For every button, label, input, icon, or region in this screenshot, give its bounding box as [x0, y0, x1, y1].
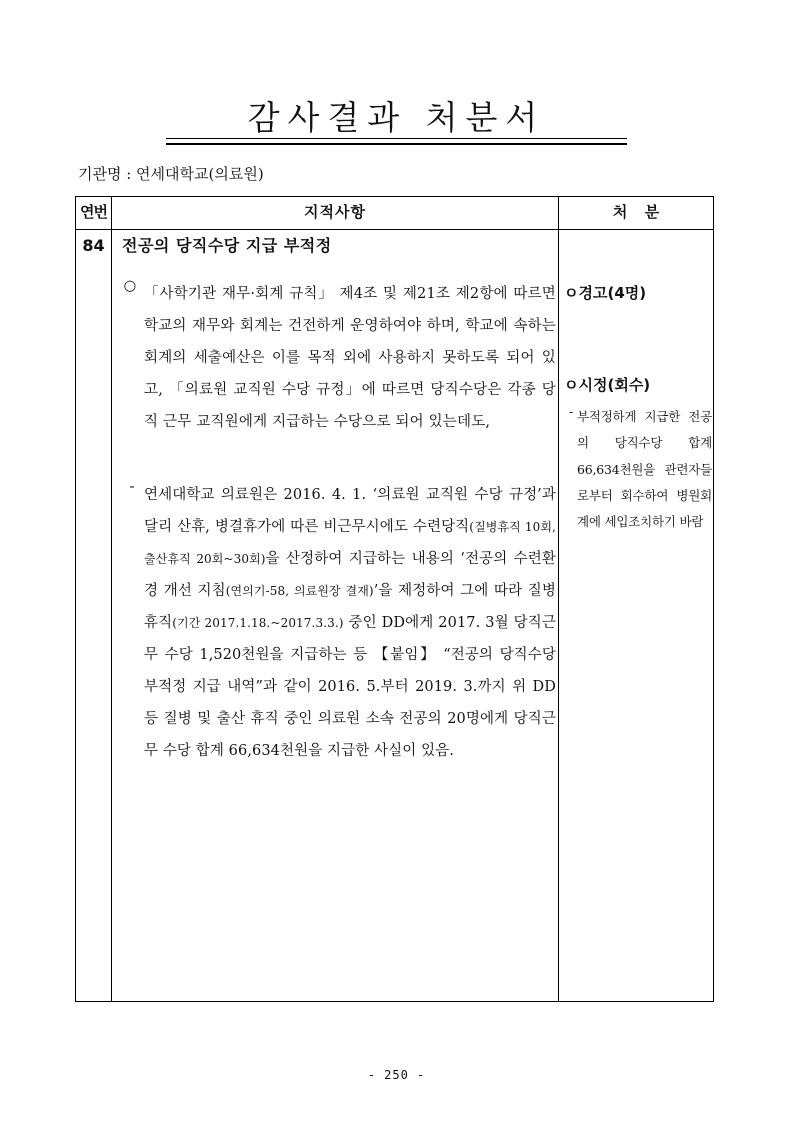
document-title: 감사결과 처분서 [247, 98, 546, 137]
header-number: 연번 [80, 203, 107, 221]
finding-detail-part-4: 중인 DD에게 2017. 3월 당직근무 수당 1,520천원을 지급하는 등 【붙임】 “전공의 당직수당 부적정 지급 내역”과 같이 2016. 5.부터 2019. 3.까지 위 DD 등 질병 및 출산 휴직 중인 의료원 소속 전공의 20명에게 당직근무 수당 합계 66,634천원을 지급한 사실이 있음. [144, 615, 556, 759]
disposition-detail [565, 404, 712, 535]
bullet-circle-marker: ○ [123, 278, 137, 294]
finding-detail-text [144, 479, 556, 767]
audit-result-table [75, 196, 714, 1002]
finding-detail-part-3: ’을 제정하여 그에 따라 질병휴직 [144, 583, 556, 631]
finding-detail-part-1: 연세대학교 의료원은 2016. 4. 1. ‘의료원 교직원 수당 규정’과 달리 산휴, 병결휴가에 따른 비근무시에도 수련당직 [144, 487, 556, 535]
header-finding: 지적사항 [304, 203, 366, 221]
column-divider-disposition [558, 197, 559, 1001]
column-divider-number [111, 197, 112, 1001]
header-disposition: 처 분 [612, 203, 660, 221]
disposition-detail-text: 부적정하게 지급한 전공의 당직수당 합계 66,634천원을 관련자들로부터 회수하여 병원회계에 세입조치하기 바람 [577, 409, 712, 530]
disposition-warning: ㅇ경고(4명) [564, 284, 647, 302]
finding-detail-note-2: (연의기-58, 의료원장 결재) [225, 584, 374, 598]
finding-paragraph-regulation [116, 278, 556, 438]
finding-detail-part-2: 을 산정하여 지급하는 내용의 ‘전공의 수련환경 개선 지침 [144, 551, 556, 599]
page-number: - 250 - [367, 1068, 426, 1082]
finding-detail-note-1: (질병휴직 10회, 출산휴직 20회~30회) [144, 520, 556, 566]
institution-name: 기관명 : 연세대학교(의료원) [78, 165, 264, 183]
title-underline [166, 138, 627, 145]
disposition-correction: ㅇ시정(회수) [564, 376, 651, 394]
finding-regulation-text: 「사학기관 재무·회계 규칙」 제4조 및 제21조 제2항에 따르면 학교의 재무와 회계는 건전하게 운영하여야 하며, 학교에 속하는 회계의 세출예산은 이를 목적 외에 사용하지 못하도록 되어 있고, 「의료원 교직원 수당 규정」에 따르면 당직수당은 각종 당직 근무 교직원에게 지급하는 수당으로 되어 있는데도, [144, 286, 556, 430]
entry-number: 84 [82, 236, 105, 255]
finding-detail-note-3: (기간 2017.1.18.~2017.3.3.) [172, 616, 344, 630]
finding-paragraph-detail [120, 479, 556, 767]
header-divider [76, 229, 713, 230]
bullet-dash-marker: - [129, 479, 135, 495]
disposition-dash-marker: - [568, 404, 574, 419]
finding-subject: 전공의 당직수당 지급 부적정 [122, 236, 332, 255]
